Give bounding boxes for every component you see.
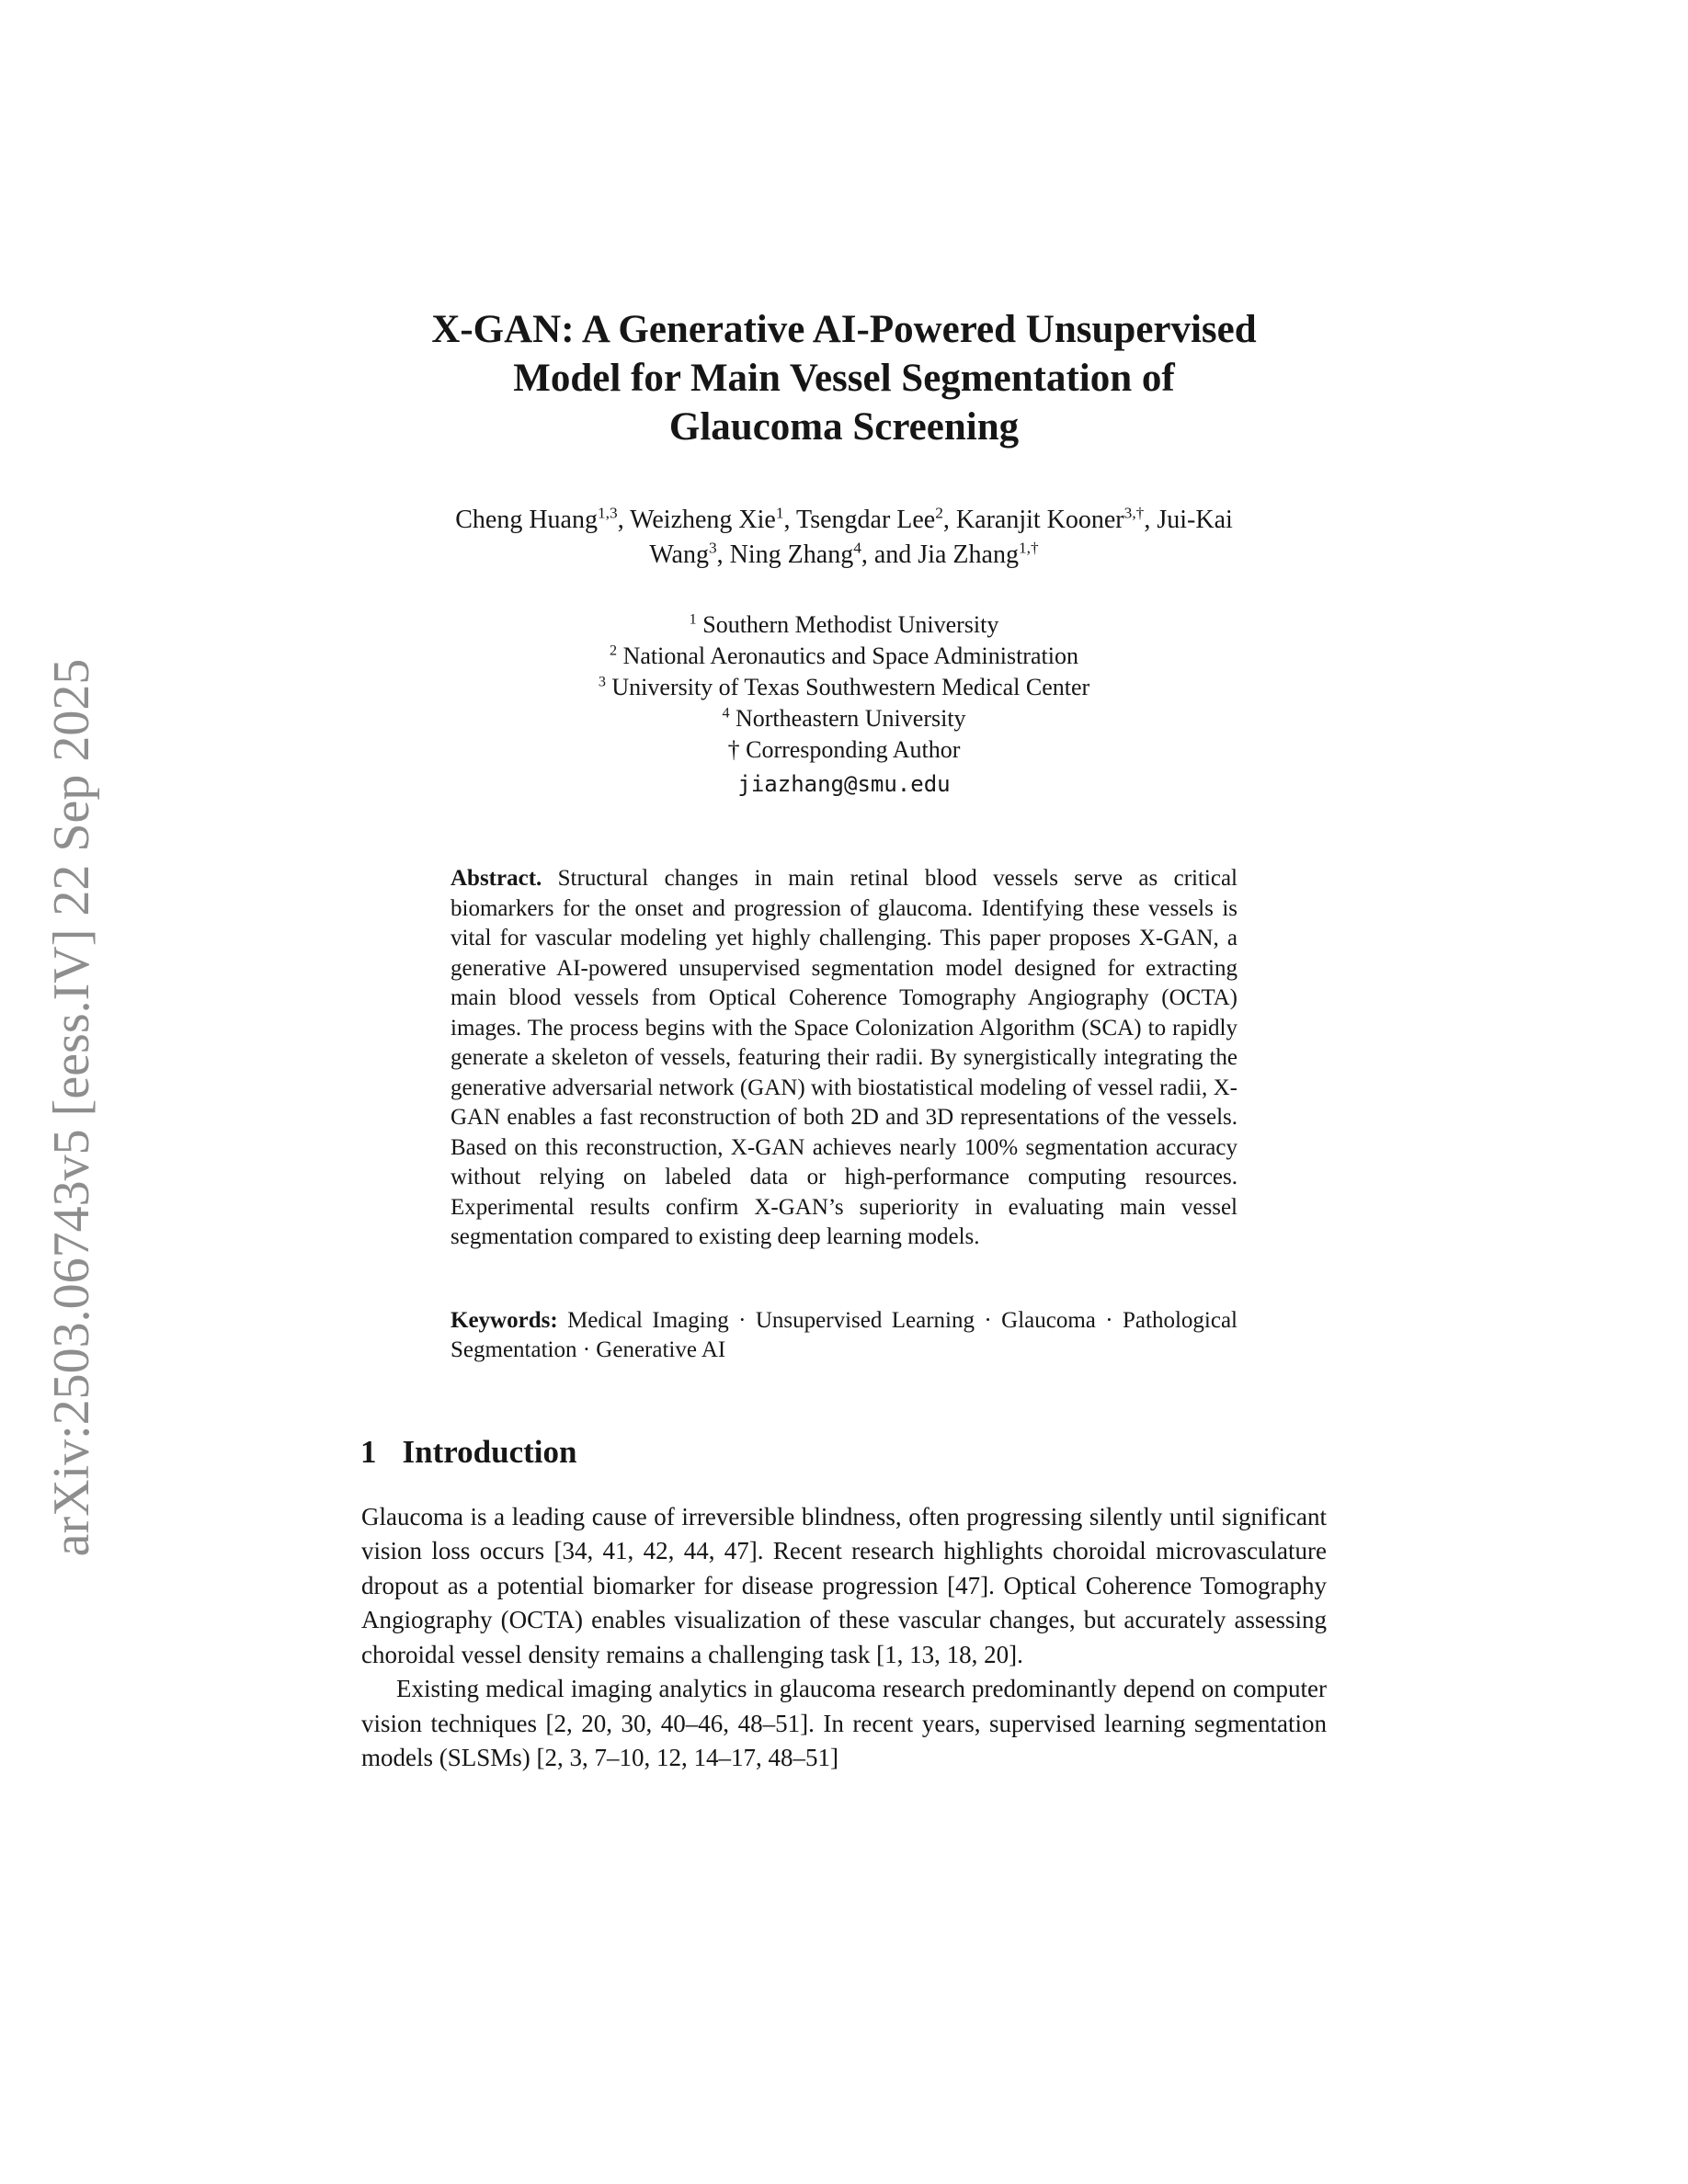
abstract-section (451, 864, 1237, 1366)
keywords-text: Medical Imaging · Unsupervised Learning · Glaucoma · Pathological Segmentation · Generative AI (451, 1307, 1238, 1362)
intro-paragraph-1: Glaucoma is a leading cause of irreversible blindness, often progressing silently until significant vision loss occurs [34, 41, 42, 44, 47]. Recent research highlights choroidal microvasculature dropout as a potential biomarker for disease progression [47]. Optical Coherence Tomography Angiography (OCTA) enables visualization of these vascular changes, but accurately assessing choroidal vessel density remains a challenging task [1, 13, 18, 20]. (361, 1502, 1327, 1668)
abstract-label: Abstract. (451, 866, 542, 891)
section-heading-introduction (360, 1432, 1688, 1473)
arxiv-watermark: arXiv:2503.06743v5 [eess.IV] 22 Sep 2025 (43, 658, 100, 1557)
affiliations (0, 609, 1688, 800)
affiliation-4: $^4$ Northeastern University (722, 705, 966, 732)
affiliation-1: $^1$ Southern Methodist University (689, 611, 999, 638)
keywords-paragraph (451, 1306, 1237, 1366)
paper-title-line-3: Glaucoma Screening (668, 405, 1020, 449)
section-title: Introduction (402, 1433, 577, 1470)
affiliation-2: $^2$ National Aeronautics and Space Administration (610, 643, 1078, 669)
abstract-paragraph (451, 864, 1237, 1253)
author-line-2: Wang$^3$, Ning Zhang$^4$, and Jia Zhang$^{1,\dagger}$ (649, 539, 1039, 569)
keywords-label: Keywords: (451, 1307, 558, 1333)
paper-title (0, 305, 1688, 451)
paper-title-line-2: Model for Main Vessel Segmentation of (513, 357, 1175, 400)
author-line-1: Cheng Huang$^{1,3}$, Weizheng Xie$^1$, Tsengdar Lee$^2$, Karanjit Kooner$^{3,\dagger}$, Jui-Kai (455, 504, 1233, 534)
abstract-text: Structural changes in main retinal blood vessels serve as critical biomarkers for the onset and progression of glaucoma. Identifying these vessels is vital for vascular modeling yet highly challenging. This paper proposes X-GAN, a generative AI-powered unsupervised segmentation model designed for extracting main blood vessels from Optical Coherence Tomography Angiography (OCTA) images. The process begins with the Space Colonization Algorithm (SCA) to rapidly generate a skeleton of vessels, featuring their radii. By synergistically integrating the generative adversarial network (GAN) with biostatistical modeling of vessel radii, X-GAN enables a fast reconstruction of both 2D and 3D representations of the vessels. Based on this reconstruction, X-GAN achieves nearly 100% segmentation accuracy without relying on labeled data or high-performance computing resources. Experimental results confirm X-GAN’s superiority in evaluating main vessel segmentation compared to existing deep learning models. (451, 866, 1237, 1249)
corresponding-email: jiazhang@smu.edu (737, 771, 951, 797)
section-number: 1 (360, 1433, 377, 1470)
paper-title-line-1: X-GAN: A Generative AI-Powered Unsupervised (431, 308, 1257, 351)
affiliation-3: $^3$ University of Texas Southwestern Medical Center (598, 674, 1090, 700)
intro-paragraph-2: Existing medical imaging analytics in glaucoma research predominantly depend on computer vision techniques [2, 20, 30, 40–46, 48–51]. In recent years, supervised learning segmentation models (SLSMs) [2, 3, 7–10, 12, 14–17, 48–51] (361, 1675, 1327, 1771)
author-list (0, 503, 1688, 573)
corresponding-author-note: † Corresponding Author (727, 736, 961, 763)
